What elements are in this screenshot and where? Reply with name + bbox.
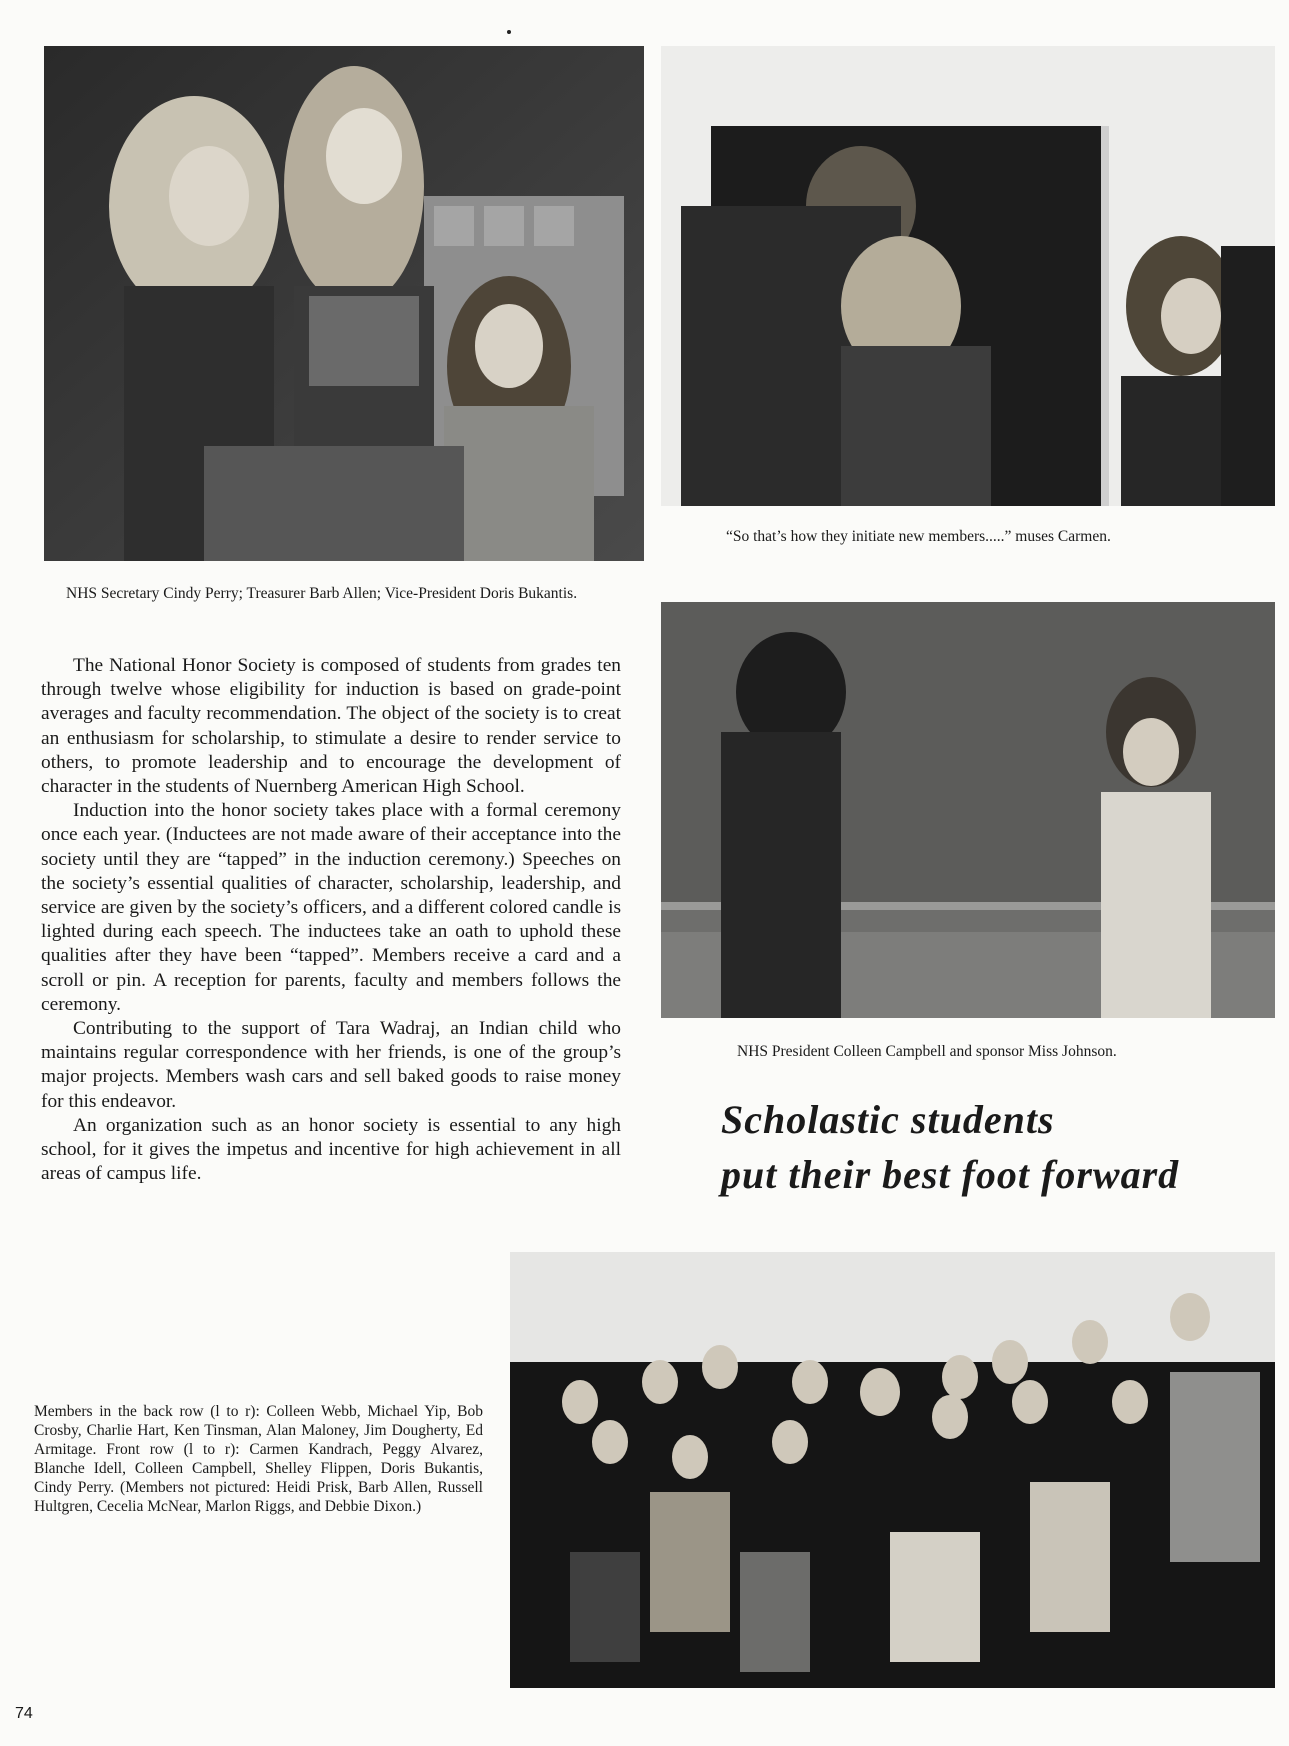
printer-dot xyxy=(507,30,511,34)
article-paragraph: An organization such as an honor society is essential to any high school, for it gives the impetus and incentive for high achievement in all areas of campus life. xyxy=(41,1114,621,1185)
headline-line-2: put their best foot forward xyxy=(721,1152,1180,1197)
article-paragraph: The National Honor Society is composed of students from grades ten through twelve whose eligibility for induction is based on grade-point averages and faculty recommendation. The object of the society is to creat an enthusiasm for scholarship, to stimulate a desire to render service to others, to promote leadership and to encourage the development of character in the students of Nuernberg American High School. xyxy=(41,655,621,798)
article-body xyxy=(41,654,621,1186)
photo-group-image xyxy=(510,1252,1275,1688)
caption-initiation: “So that’s how they initiate new members.....” muses Carmen. xyxy=(726,528,1111,545)
page-number: 74 xyxy=(15,1705,33,1722)
headline xyxy=(721,1092,1241,1202)
caption-group: Members in the back row (l to r): Colleen Webb, Michael Yip, Bob Crosby, Charlie Hart, Ken Tinsman, Alan Maloney, Jim Dougherty, Ed Armitage. Front row (l to r): Carmen Kandrach, Peggy Alvarez, Blanche Idell, Colleen Campbell, Shelley Flippen, Doris Bukantis, Cindy Perry. (Members not pictured: Heidi Prisk, Barb Allen, Russell Hultgren, Cecelia McNear, Marlon Riggs, and Debbie Dixon.) xyxy=(34,1403,483,1515)
caption-officers: NHS Secretary Cindy Perry; Treasurer Barb Allen; Vice-President Doris Bukantis. xyxy=(66,585,578,602)
photo-officers-image xyxy=(44,46,644,561)
photo-group xyxy=(510,1252,1275,1688)
photo-initiation xyxy=(661,46,1275,506)
photo-initiation-image xyxy=(661,46,1275,506)
photo-officers xyxy=(44,46,644,561)
headline-line-1: Scholastic students xyxy=(721,1097,1055,1142)
article-paragraph: Induction into the honor society takes place with a formal ceremony once each year. (Inductees are not made aware of their acceptance into the society until they are “tapped” in the induction ceremony.) Speeches on the society’s essential qualities of character, scholarship, leadership, and service are given by the society’s officers, and a different colored candle is lighted during each speech. The inductees take an oath to uphold these qualities after they have been “tapped”. Members receive a card and a scroll or pin. A reception for parents, faculty and members follows the ceremony. xyxy=(41,800,621,1015)
article-paragraph: Contributing to the support of Tara Wadraj, an Indian child who maintains regular correspondence with her friends, is one of the group’s major projects. Members wash cars and sell baked goods to raise money for this endeavor. xyxy=(41,1018,621,1112)
photo-president-image xyxy=(661,602,1275,1018)
caption-president: NHS President Colleen Campbell and sponsor Miss Johnson. xyxy=(737,1043,1117,1060)
photo-president xyxy=(661,602,1275,1018)
